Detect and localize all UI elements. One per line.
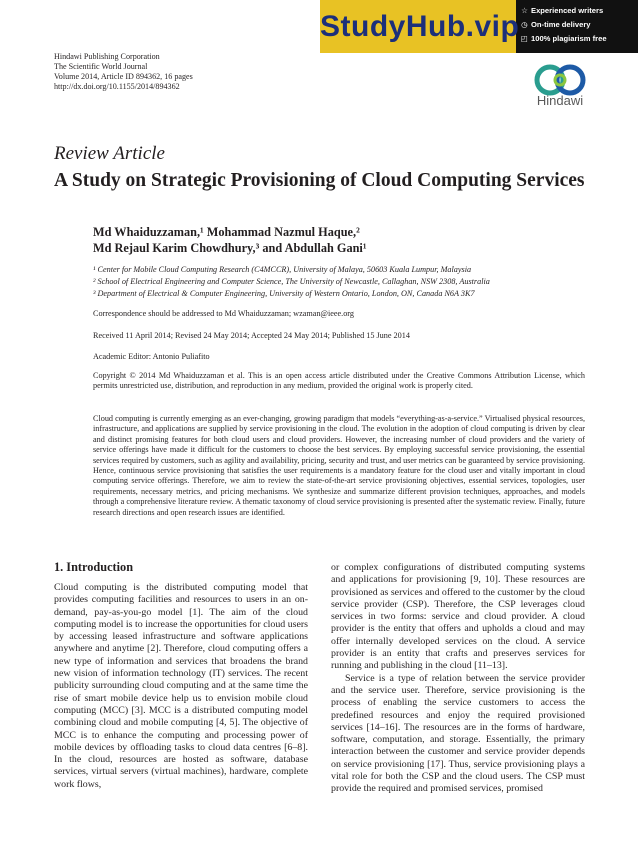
affiliation: ¹ Center for Mobile Cloud Computing Research (C4MCCR), University of Malaya, 50603 Kuala Lumpur, Malaysia [93,265,472,274]
feature-list [520,4,636,46]
body-column-left [54,582,308,791]
abstract: Cloud computing is currently emerging as an ever-changing, growing paradigm that models “everything-as-a-service.” Virtualised physical resources, infrastructure, and applications are supplied by service provisioning in the cloud. The evolution in the adoption of cloud computing is driven by clear and distinct promising features for both cloud users and cloud providers. However, the increasing number of cloud providers and the variety of service offerings have made it difficult for the customers to choose the best services. By employing successful service provisioning, the essential services required by customers, such as agility and availability, pricing, security and trust, and user metrics can be guaranteed by service provisioning. Hence, continuous service provisioning that satisfies the user requirements is a mandatory feature for the cloud user and vitally important in cloud computing service offerings. Therefore, we aim to review the state-of-the-art service provisioning objectives, essential services, topologies, user requirements, necessary metrics, and pricing mechanisms. We synthesize and summarize different provision techniques, approaches, and models through a comprehensive literature review. A thematic taxonomy of cloud service provisioning is presented after the systematic review. Finally, future research directions and open research issues are identified. [93,414,585,517]
authors-line: Md Whaiduzzaman,¹ Mohammad Nazmul Haque,² [93,225,360,239]
paragraph: Cloud computing is the distributed computing model that provides computing facilities and resources to users in an on-demand, pay-as-you-go model [1]. The aim of the cloud computing model is to increase the opportunities for cloud users by accessing leased infrastructure and software applications anywhere and anytime [2]. Therefore, cloud computing offers a new type of information and services that broadens the brand new vision of information technology (IT) services. The recent publicity surrounding cloud computing and at the same time the rise of smart mobile device help us to envision mobile cloud computing (MCC) [3]. MCC is a distributed computing model combining cloud and mobile computing [4, 5]. The objective of MCC is to enhance the computing and processing power of mobile devices by offloading tasks to cloud data centres [6–8]. In the cloud, resources are hosted as software, database services, virtual servers (virtual machines), hardware, complete work flows, [54,582,308,790]
article-title: A Study on Strategic Provisioning of Cloud Computing Services [54,170,585,191]
affiliation: ³ Department of Electrical & Computer Engineering, University of Western Ontario, London, ON, Canada N6A 3K7 [93,289,475,298]
feature-item [520,32,636,46]
feature-item [520,18,636,32]
volume-line: Volume 2014, Article ID 894362, 16 pages [54,72,193,81]
correspondence: Correspondence should be addressed to Md Whaiduzzaman; wzaman@ieee.org [93,309,354,318]
section-heading: 1. Introduction [54,560,134,574]
star-icon: ☆ [521,6,528,15]
studyhub-logo[interactable]: StudyHub.vip [320,0,516,53]
feature-label: 100% plagiarism free [531,34,607,43]
academic-editor: Academic Editor: Antonio Puliafito [93,352,210,361]
badge-icon: ◰ [520,34,529,43]
promo-banner[interactable] [320,0,638,53]
journal-info [54,52,193,92]
article-type: Review Article [54,143,165,164]
dates: Received 11 April 2014; Revised 24 May 2014; Accepted 24 May 2014; Published 15 June 2014 [93,331,410,340]
feature-item [520,4,636,18]
feature-label: Experienced writers [531,6,604,15]
paragraph: or complex configurations of distributed computing systems and applications for provisioning [9, 10]. These resources are provisioned as services and offered to the customer by the cloud service provider (CSP). Therefore, the CSP leverages cloud services in two forms: service and cloud provider. A cloud provider is the entity that offers and upholds a cloud and may offer internally developed services on the cloud. A service provider is an entity that crafts and preserves services for running and publishing in the cloud [11–13]. [331,562,585,672]
authors-line: Md Rejaul Karim Chowdhury,³ and Abdullah Gani¹ [93,241,367,255]
doi-link[interactable]: http://dx.doi.org/10.1155/2014/894362 [54,82,180,91]
hindawi-wordmark: Hindawi [536,93,584,108]
journal-name: The Scientific World Journal [54,62,148,71]
paragraph: Service is a type of relation between the service provider and the service user. Therefore, service provisioning is the process of enabling the service customers to access the predefined resources and enjoy the required provisioned services [14–16]. The resources are in the forms of hardware, software, computation, and storage. Essentially, the primary interaction between the customer and service provider depends on service provisioning [17]. Thus, service provisioning plays a vital role for both the CSP and the cloud users. The CSP must provide the required and promised services, promised [331,672,585,795]
affiliation: ² School of Electrical Engineering and Computer Science, The University of Newcastle, Callaghan, NSW 2308, Australia [93,277,490,286]
clock-icon: ◷ [521,20,528,29]
copyright-notice: Copyright © 2014 Md Whaiduzzaman et al. This is an open access article distributed under the Creative Commons Attribution License, which permits unrestricted use, distribution, and reproduction in any medium, provided the original work is properly cited. [93,371,585,391]
feature-label: On-time delivery [531,20,591,29]
body-column-right [331,562,585,796]
publisher-line: Hindawi Publishing Corporation [54,52,160,61]
